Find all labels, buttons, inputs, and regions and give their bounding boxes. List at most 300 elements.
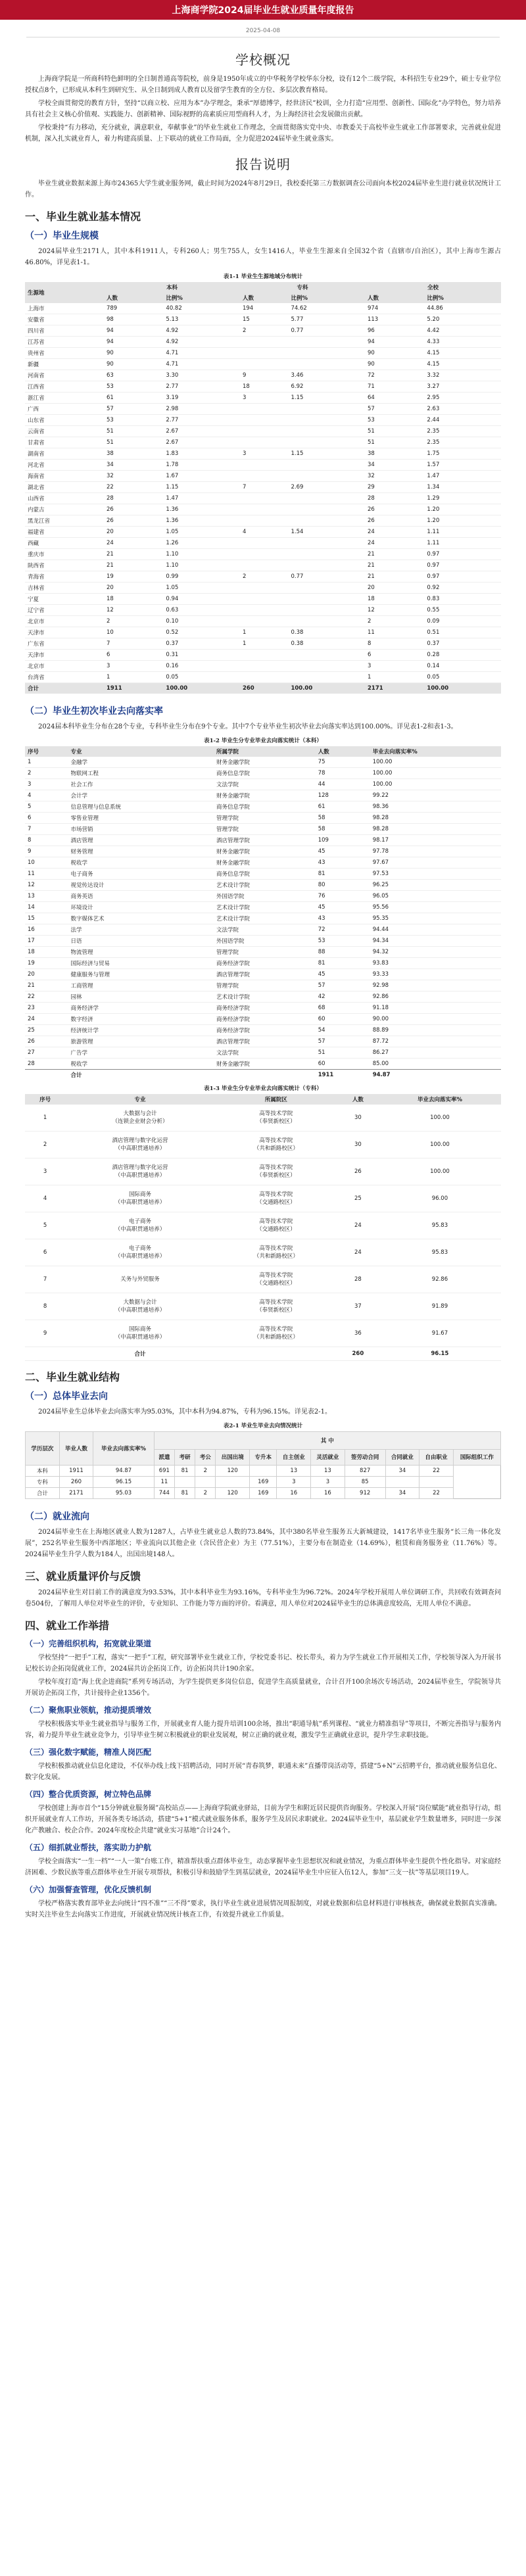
table-cell: 22 — [419, 1488, 454, 1499]
table-row — [25, 583, 501, 594]
table-cell: 3 — [25, 1158, 65, 1185]
table-cell: 7 — [242, 484, 247, 490]
table-cell: 22 — [28, 993, 35, 1000]
table-cell: 6 — [25, 1239, 65, 1266]
table-cell: 42 — [318, 993, 325, 1000]
table-cell: 0.05 — [427, 674, 440, 680]
table-cell: 26 — [28, 1038, 35, 1045]
table-cell: 日语 — [70, 938, 82, 945]
table-cell: 3 — [242, 450, 247, 457]
table-cell: 95.83 — [379, 1239, 501, 1266]
table-row — [25, 1014, 501, 1025]
table-cell: 90 — [367, 350, 375, 356]
table-cell — [240, 515, 289, 527]
measure-paragraph: 学校创建上海市首个“15分钟就业服务圈”高校站点——上海商学院就业驿站，目前为学生和附近居民提供咨询服务。学校深入开展“岗位赋能”就业指导行动，组织开展就业育人工作坊，开展各类专场活动，搭建“5+1”模式就业服务体系，服务学生及居民求职就业。2024届毕业生中，基层就业学生数量增多，同时进一步深化产教融合、校企合作。2024年度校企共建“就业实习基地”合计24个。 — [25, 1805, 501, 1834]
table-cell — [240, 337, 289, 348]
table-cell — [385, 1477, 419, 1488]
table-row — [25, 801, 501, 813]
table-cell: 5 — [25, 1212, 65, 1239]
table-cell: 西藏 — [28, 540, 39, 547]
table-cell: 财务金融学院 — [216, 860, 251, 867]
table-cell: 90 — [367, 361, 375, 368]
column-header: 专升本 — [250, 1449, 277, 1465]
table-cell: 20 — [367, 584, 375, 591]
table-cell: 61 — [106, 394, 114, 401]
column-header: 所属院区 — [215, 1094, 337, 1105]
table-cell: 96.15 — [93, 1477, 154, 1488]
table-cell: 4 — [28, 792, 32, 799]
section-heading: 二、毕业生就业结构 — [25, 1371, 120, 1383]
table-row — [25, 303, 501, 314]
table-caption: 表1-2 毕业生分专业毕业去向落实统计（本科） — [204, 738, 322, 744]
total-cell: 94.87 — [370, 1070, 501, 1081]
table-row — [25, 527, 501, 538]
table-body — [25, 757, 501, 1070]
table-cell: 36 — [337, 1320, 379, 1347]
measure-heading: （六）加强督查管理，优化反馈机制 — [25, 1885, 152, 1894]
table-cell: 1.75 — [427, 450, 440, 457]
table-cell: 91.67 — [379, 1320, 501, 1347]
major-cell — [65, 1185, 215, 1212]
table-cell — [240, 415, 289, 426]
table-cell: 3 — [277, 1477, 311, 1488]
table-cell — [240, 616, 289, 627]
table-cell: 94.34 — [372, 938, 389, 944]
overview-paragraph: 学校秉持“有力移动，充分就业，满意职业，奉献事业”的毕业生就业工作理念，全面贯彻落实党中央、市教委关于高校毕业生就业工作部署要求，完善就业促进机制，深入扎实就业育人，着力构建高质量、上下联动的就业工作局面，全力促进2024届毕业生就业落实。 — [25, 124, 501, 143]
subsection-heading: （一）总体毕业去向 — [25, 1391, 108, 1402]
table-cell: 1.10 — [166, 551, 179, 558]
table-cell: 湖北省 — [28, 485, 45, 491]
table-cell: 13 — [311, 1466, 345, 1477]
table-cell: 3 — [311, 1477, 345, 1488]
table-cell — [240, 426, 289, 437]
table-cell: 2 — [106, 618, 110, 625]
table-cell: 商务信息学院 — [216, 771, 251, 777]
column-header: 专业 — [65, 1094, 215, 1105]
table-row — [25, 616, 501, 627]
table-cell: 吉林省 — [28, 585, 45, 592]
major-note: （中高职贯通培养） — [114, 1172, 166, 1179]
table-cell: 1.83 — [166, 450, 179, 457]
table-cell: 0.31 — [166, 652, 179, 658]
table-cell: 四川省 — [28, 328, 45, 335]
table-cell: 44.86 — [427, 305, 443, 312]
table-cell: 120 — [216, 1466, 250, 1477]
table-cell: 19 — [106, 573, 114, 580]
table-cell: 0.52 — [166, 629, 179, 636]
table-cell — [288, 348, 365, 359]
table-cell: 24 — [367, 540, 375, 546]
table-cell — [288, 594, 365, 605]
campus-name: （交通路校区） — [256, 1199, 296, 1206]
table-cell: 7 — [106, 640, 110, 647]
table-cell: 81 — [318, 960, 325, 966]
table-cell: 28 — [28, 1061, 35, 1067]
table-total-row — [25, 1347, 501, 1361]
table-cell: 98.28 — [372, 826, 389, 832]
measure-heading: （三）强化数字赋能，精准人岗匹配 — [25, 1748, 152, 1757]
table-cell: 91.89 — [379, 1293, 501, 1320]
table-cell: 28 — [337, 1266, 379, 1293]
table-row — [25, 1239, 501, 1266]
scale-paragraph: 2024届毕业生2171人，其中本科1911人，专科260人；男生755人，女生1416人，毕业生生源来自全国32个省（直辖市/自治区），其中上海市生源占46.80%，详见表1-1。 — [25, 248, 501, 266]
table-cell: 169 — [250, 1488, 277, 1499]
table-cell: 25 — [28, 1027, 35, 1034]
measure-paragraph: 学校年度打造“海上优企进商院”系列专场活动，为学生提供更多岗位信息，促进学生高质量就业，合计召开100余场次专场活动，2024届毕业生，学院领导共开展访企拓岗工作，共计接待企业1356个。 — [25, 1679, 501, 1697]
table-row — [25, 1132, 501, 1158]
column-header: 学历层次 — [26, 1432, 60, 1466]
table-cell: 1.11 — [427, 529, 440, 535]
table-cell: 经济统计学 — [70, 1028, 99, 1034]
table-cell: 95.83 — [379, 1212, 501, 1239]
table-cell: 0.51 — [427, 629, 440, 636]
table-row — [25, 314, 501, 325]
table-cell: 21 — [367, 551, 375, 558]
table-cell: 新疆 — [28, 362, 39, 368]
table-cell: 文法学院 — [216, 782, 239, 788]
table-cell: 山东省 — [28, 417, 45, 424]
table-cell: 45 — [318, 848, 325, 855]
table-row — [25, 460, 501, 471]
table-cell: 13 — [277, 1466, 311, 1477]
table-cell: 2.95 — [427, 394, 440, 401]
table-cell: 96.00 — [379, 1185, 501, 1212]
table-cell: 零售业管理 — [70, 815, 99, 822]
table-row — [25, 891, 501, 902]
table-cell: 广西 — [28, 406, 39, 413]
table-cell: 2 — [195, 1466, 216, 1477]
column-header: 毕业去向落实率% — [93, 1432, 154, 1466]
table-cell: 商务经济学院 — [216, 1028, 251, 1034]
table-cell: 81 — [174, 1466, 195, 1477]
table-cell: 194 — [242, 305, 254, 312]
measure-paragraph: 学校积极推动就业信息化建设，不仅举办线上线下招聘活动，同时开展“青春筑梦，职通未来”直播带岗活动等，搭建“5+N”云招聘平台，推动就业服务信息化、数字化发展。 — [25, 1763, 501, 1781]
overview-paragraph: 学校全面贯彻党的教育方针，坚持“以商立校、应用为本”办学理念，秉承“厚德博学，经世济民”校训，全力打造“应用型、创新性、国际化”办学特色，努力培养具有社会主义核心价值观、实践能力、创新精神、国际视野的高素质应用型商科人才，为上海经济社会发展做出贡献。 — [25, 100, 501, 118]
column-header: 专业 — [68, 746, 214, 757]
total-cell: 100.00 — [288, 683, 365, 694]
table-cell — [240, 493, 289, 504]
table-cell — [288, 493, 365, 504]
source-distribution-table — [25, 282, 501, 694]
table-cell: 4.71 — [166, 361, 179, 368]
column-header: 派遣 — [154, 1449, 174, 1465]
table-cell: 4.15 — [427, 350, 440, 356]
total-cell: 260 — [337, 1347, 379, 1361]
report-paragraph: 毕业生就业数据来源上海市24365大学生就业服务网，截止时间为2024年8月29日，我校委托第三方数据调查公司面向本校2024届毕业生进行就业状况统计工作。 — [25, 180, 501, 199]
table-cell: 98.17 — [372, 837, 389, 844]
table-row — [25, 337, 501, 348]
table-cell: 1.05 — [166, 529, 179, 535]
table-cell: 100.00 — [372, 781, 393, 788]
table-cell: 54 — [318, 1027, 325, 1034]
campus-cell — [215, 1212, 337, 1239]
table-cell: 1 — [242, 629, 247, 636]
table-row — [25, 571, 501, 583]
table-cell: 0.14 — [427, 663, 440, 669]
column-header: 自主创业 — [277, 1449, 311, 1465]
table-row — [25, 835, 501, 846]
campus-cell — [215, 1185, 337, 1212]
table-row — [25, 813, 501, 824]
table-cell: 1 — [106, 674, 110, 680]
measure-heading: （四）整合优质资源，树立特色品牌 — [25, 1790, 152, 1799]
table-cell: 2.67 — [166, 428, 179, 435]
table-cell: 0.83 — [427, 596, 440, 602]
table-cell: 0.37 — [166, 640, 179, 647]
table-cell: 38 — [367, 450, 375, 457]
column-header: 人数 — [337, 1094, 379, 1105]
table-row — [25, 482, 501, 493]
table-cell: 0.55 — [427, 607, 440, 613]
school-name: 高等技术学院 — [259, 1218, 293, 1225]
table-cell: 24 — [28, 1016, 35, 1022]
table-row — [25, 325, 501, 337]
table-cell: 社会工作 — [70, 782, 93, 788]
table-cell: 1.47 — [166, 495, 179, 502]
table-cell: 0.97 — [427, 551, 440, 558]
table-cell: 1.57 — [427, 462, 440, 468]
column-header: 自由职业 — [419, 1449, 454, 1465]
table-cell: 2.63 — [427, 406, 440, 412]
table-cell: 酒店管理学院 — [216, 1039, 251, 1045]
table-cell: 6 — [367, 652, 371, 658]
table-cell: 0.28 — [427, 652, 440, 658]
table-cell: 27 — [28, 1049, 35, 1056]
table-cell: 22 — [106, 484, 114, 490]
table-row — [25, 924, 501, 936]
table-cell: 34 — [385, 1466, 419, 1477]
table-cell: 管理学院 — [216, 949, 239, 956]
table-cell: 5.13 — [166, 316, 179, 323]
table-cell: 外国语学院 — [216, 894, 245, 900]
table-cell: 0.38 — [291, 640, 304, 647]
table-cell: 1 — [242, 640, 247, 647]
table-row — [25, 902, 501, 913]
column-header: 人数 — [104, 293, 163, 303]
campus-cell — [215, 1266, 337, 1293]
column-header: 人数 — [316, 746, 370, 757]
column-header: 合同就业 — [385, 1449, 419, 1465]
table-cell: 2.69 — [291, 484, 304, 490]
major-name: 大数据与会计 — [123, 1110, 157, 1117]
table-cell: 28 — [367, 495, 375, 502]
table-cell: 山西省 — [28, 496, 45, 502]
table-caption: 表1-3 毕业生分专业毕业去向落实统计（专科） — [204, 1085, 322, 1092]
table-cell: 53 — [106, 383, 114, 390]
table-row — [25, 857, 501, 869]
major-note: （中高职贯通培养） — [114, 1253, 166, 1260]
table-cell: 21 — [106, 551, 114, 558]
table-cell: 合计 — [26, 1488, 60, 1499]
table-cell: 29 — [367, 484, 375, 490]
table-cell: 台湾省 — [28, 675, 45, 681]
table-cell: 国际经济与贸易 — [70, 961, 110, 967]
table-row — [25, 980, 501, 991]
section-heading: 三、就业质量评价与反馈 — [25, 1570, 141, 1583]
table-cell: 44 — [318, 781, 325, 788]
table-cell: 4.15 — [427, 361, 440, 368]
table-cell — [288, 426, 365, 437]
table-cell: 1.78 — [166, 462, 179, 468]
major-name: 关务与外贸服务 — [120, 1276, 160, 1283]
table-cell: 0.09 — [427, 618, 440, 625]
table-cell: 92.86 — [379, 1266, 501, 1293]
table-cell: 0.97 — [427, 562, 440, 569]
table-cell: 商务经济学院 — [216, 1005, 251, 1012]
table-cell — [288, 560, 365, 571]
table-cell: 6.92 — [291, 383, 304, 390]
section-heading: 四、就业工作举措 — [25, 1619, 110, 1632]
campus-name: （交通路校区） — [256, 1226, 296, 1233]
table-row — [25, 991, 501, 1003]
table-cell: 7 — [25, 1266, 65, 1293]
table-cell — [288, 437, 365, 448]
table-row — [25, 493, 501, 504]
major-note: （连锁企业财会分析） — [112, 1118, 168, 1125]
table-cell: 93.33 — [372, 971, 389, 978]
table-cell: 陕西省 — [28, 563, 45, 569]
table-cell: 21 — [367, 562, 375, 569]
table-cell: 20 — [106, 529, 114, 535]
subsection-heading: （一）毕业生规模 — [25, 231, 99, 241]
table-cell: 2 — [242, 327, 247, 334]
column-header: 考公 — [195, 1449, 216, 1465]
table-cell: 120 — [216, 1488, 250, 1499]
table-cell: 河北省 — [28, 462, 45, 469]
measure-paragraph: 学校坚持“一把手”工程，落实“一把手”工程，研究部署毕业生就业工作，学校党委书记、校长带头，着力为学生就业工作开展相关工作，学校领导深入为开展书记校长访企拓岗促就业工作，2024届共访企拓岗工作，访企拓岗共计190余家。 — [25, 1654, 501, 1673]
campus-name: （交通路校区） — [256, 1280, 296, 1287]
table-cell: 10 — [106, 629, 114, 636]
destination-paragraph: 2024届毕业生总体毕业去向落实率为95.03%，其中本科为94.87%，专科为96.15%。详见表2-1。 — [38, 1408, 331, 1416]
table-cell — [288, 515, 365, 527]
total-cell: 260 — [240, 683, 289, 694]
table-cell: 88 — [318, 949, 325, 955]
campus-cell — [215, 1132, 337, 1158]
table-cell — [250, 1466, 277, 1477]
measure-paragraph: 学校全面落实“一生一档”“一人一策”台账工作，精准帮扶重点群体毕业生，动态掌握毕业生思想状况和就业情况，为重点群体毕业生提供个性化指导。对家庭经济困难、少数民族等重点群体毕业生开展专项帮扶，积极引导和鼓励学生到基层就业，2024届毕业生中应征入伍12人，参加“三支一扶”等基层项目19人。 — [25, 1858, 501, 1876]
table-row — [25, 1212, 501, 1239]
column-header: 比例% — [163, 293, 240, 303]
table-cell: 4.33 — [427, 339, 440, 345]
column-header: 比例% — [424, 293, 501, 303]
table-row — [26, 1466, 501, 1477]
column-header: 全校 — [365, 282, 501, 293]
table-cell: 789 — [106, 305, 118, 312]
table-cell: 94 — [106, 327, 114, 334]
table-cell: 2 — [367, 618, 371, 625]
table-cell: 32 — [367, 473, 375, 479]
table-cell: 河南省 — [28, 373, 45, 379]
table-cell: 24 — [337, 1239, 379, 1266]
table-cell: 76 — [318, 893, 325, 899]
table-cell: 会计学 — [70, 793, 88, 799]
table-cell: 专科 — [26, 1477, 60, 1488]
table-cell — [240, 538, 289, 549]
table-cell: 24 — [367, 529, 375, 535]
table-cell: 商务信息学院 — [216, 871, 251, 878]
section-heading: 一、毕业生就业基本情况 — [25, 210, 141, 223]
report-heading: 报告说明 — [235, 156, 291, 172]
table-cell: 17 — [28, 938, 35, 944]
table-cell: 12 — [106, 607, 114, 613]
table-cell: 0.05 — [166, 674, 179, 680]
table-cell: 6 — [106, 652, 110, 658]
table-cell: 12 — [367, 607, 375, 613]
table-cell: 57 — [318, 982, 325, 989]
table-cell: 68 — [318, 1005, 325, 1011]
table-cell: 北京市 — [28, 619, 45, 625]
total-cell: 合计 — [65, 1347, 215, 1361]
table-cell: 75 — [318, 759, 325, 765]
measure-heading: （五）细抓就业帮扶，落实助力护航 — [25, 1843, 152, 1852]
table-cell: 财务金融学院 — [216, 759, 251, 766]
table-row — [25, 1047, 501, 1059]
table-row — [25, 913, 501, 924]
measure-heading: （二）聚焦职业领航，推动提质增效 — [25, 1705, 152, 1715]
table-cell: 24 — [337, 1212, 379, 1239]
table-cell: 商务经济学院 — [216, 961, 251, 967]
table-cell: 260 — [59, 1477, 93, 1488]
table-cell: 酒店管理学院 — [216, 838, 251, 844]
column-header: 专科 — [240, 282, 365, 293]
table-row — [25, 768, 501, 779]
table-cell: 0.37 — [427, 640, 440, 647]
table-cell: 51 — [318, 1049, 325, 1056]
table-cell — [240, 650, 289, 661]
table-cell: 2.67 — [166, 439, 179, 446]
table-cell: 96.05 — [372, 893, 389, 899]
table-cell: 安徽省 — [28, 317, 45, 323]
table-cell: 0.92 — [427, 584, 440, 591]
table-cell: 3 — [242, 394, 247, 401]
table-cell: 税收学 — [70, 860, 88, 867]
table-cell: 25 — [337, 1185, 379, 1212]
table-cell: 96 — [367, 327, 375, 334]
table-cell: 1.47 — [427, 473, 440, 479]
table-cell: 57 — [106, 406, 114, 412]
table-cell: 744 — [154, 1488, 174, 1499]
table-cell: 26 — [367, 506, 375, 513]
table-cell: 45 — [318, 971, 325, 978]
table-cell: 电子商务 — [70, 871, 93, 878]
table-cell: 22 — [419, 1466, 454, 1477]
table-cell: 0.38 — [291, 629, 304, 636]
school-name: 高等技术学院 — [259, 1191, 293, 1198]
table-cell: 3.30 — [166, 372, 179, 379]
table-cell: 13 — [28, 893, 35, 899]
table-row — [26, 1488, 501, 1499]
school-name: 高等技术学院 — [259, 1137, 293, 1144]
table-cell — [288, 460, 365, 471]
table-cell: 管理学院 — [216, 983, 239, 990]
table-cell: 113 — [367, 316, 379, 323]
table-cell: 26 — [337, 1158, 379, 1185]
table-cell: 1.15 — [166, 484, 179, 490]
table-row — [25, 757, 501, 768]
table-cell: 78 — [318, 770, 325, 776]
campus-name: （奉贤新校区） — [256, 1307, 296, 1314]
table-cell: 艺术设计学院 — [216, 916, 251, 922]
table-cell — [240, 437, 289, 448]
article-body — [0, 49, 526, 1936]
table-cell: 9 — [28, 848, 32, 855]
major-cell — [65, 1293, 215, 1320]
table-cell: 1.10 — [166, 562, 179, 569]
title-bar — [0, 0, 526, 20]
table-cell: 宁夏 — [28, 596, 39, 603]
table-row — [25, 672, 501, 683]
table-cell: 2.98 — [166, 406, 179, 412]
